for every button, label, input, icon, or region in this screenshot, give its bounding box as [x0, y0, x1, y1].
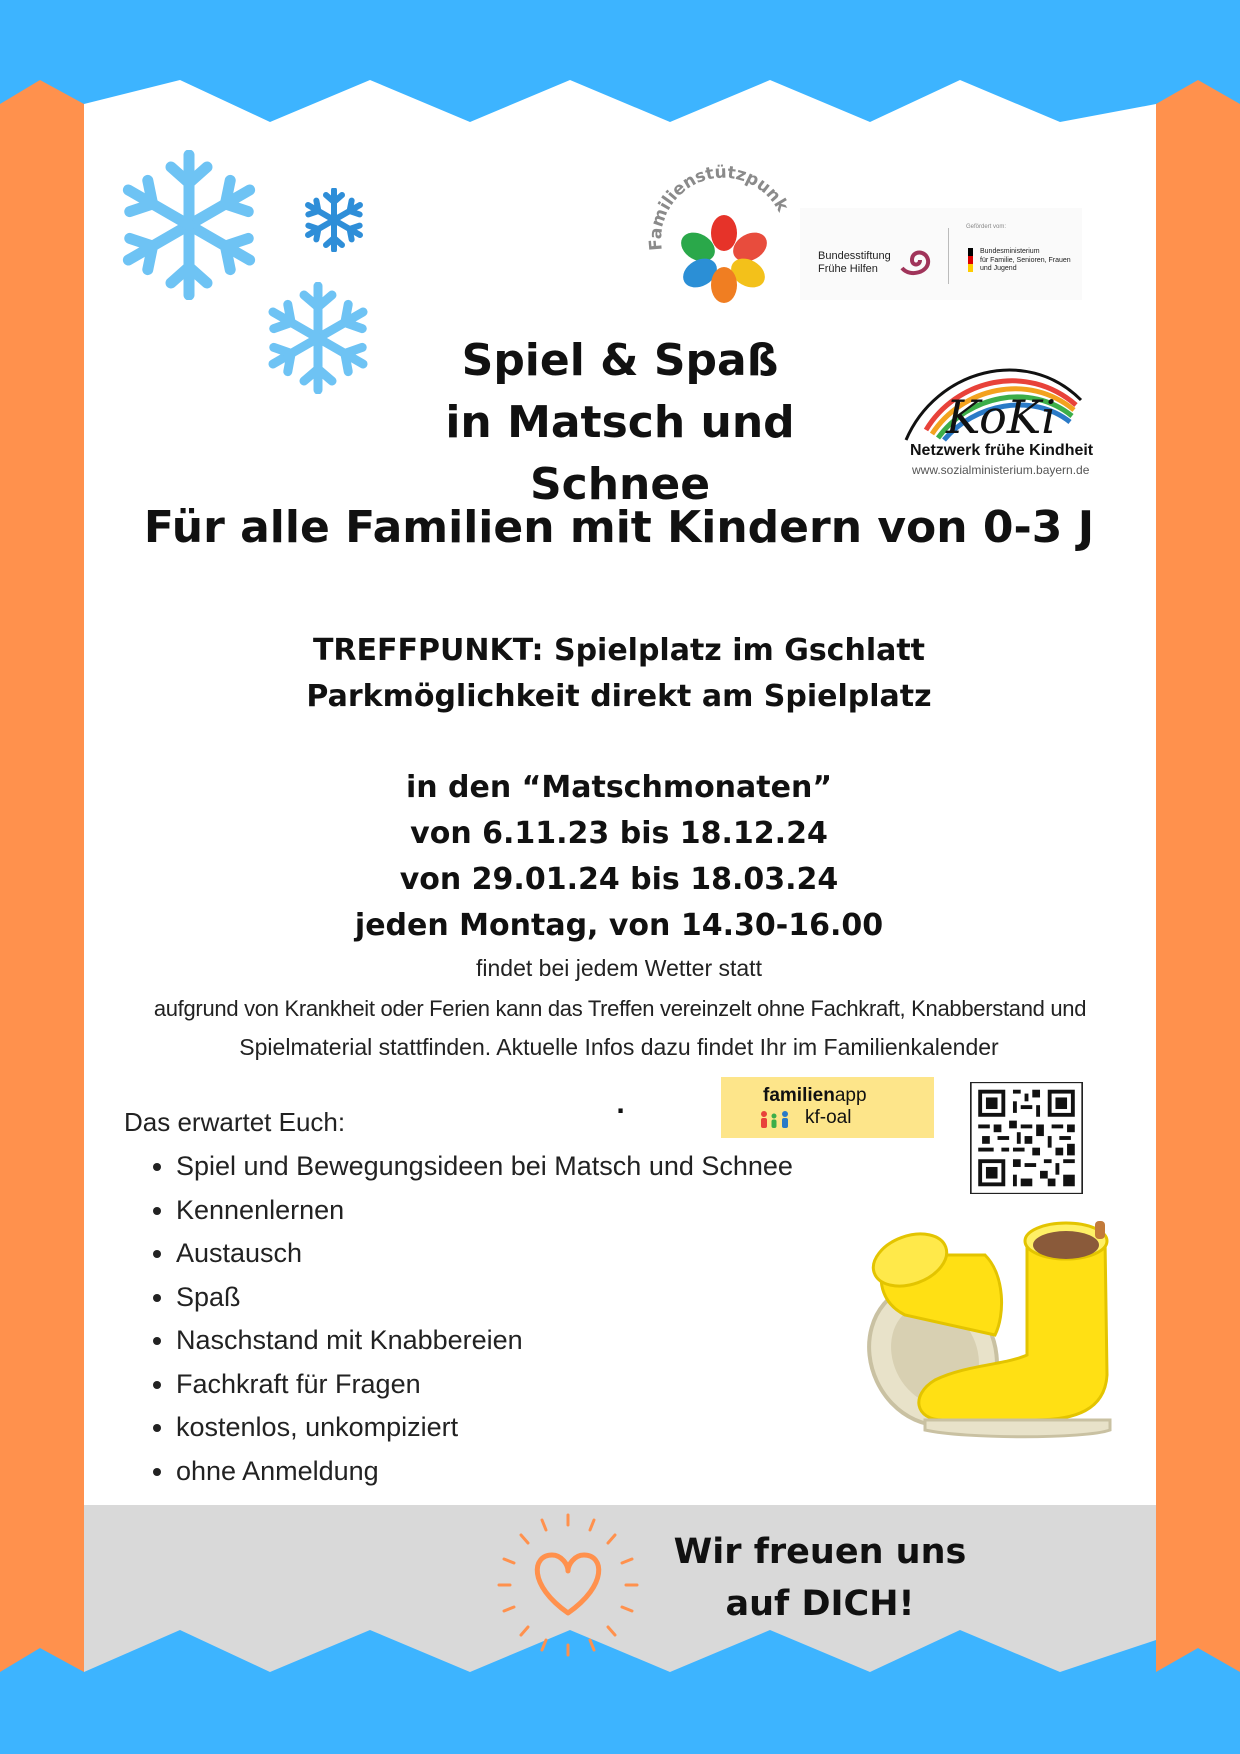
- app-word: app: [834, 1085, 867, 1106]
- family-icon: [759, 1109, 793, 1129]
- koki-tagline: Netzwerk frühe Kindheit: [910, 442, 1094, 459]
- footer-line: auf DICH!: [725, 1584, 915, 1624]
- koki-name: KoKi: [946, 390, 1056, 444]
- notice-line: Spielmaterial stattfinden. Aktuelle Infos dazu findet Ihr im Familienkalender: [239, 1034, 999, 1060]
- list-item: • Fachkraft für Fragen: [176, 1363, 856, 1407]
- app-sub: kf-oal: [805, 1107, 852, 1128]
- koki-url: www.sozialministerium.bayern.de: [912, 463, 1090, 477]
- dot: .: [616, 1091, 626, 1119]
- expect-list: [140, 1145, 856, 1493]
- ministerium-label: und Jugend: [980, 265, 1017, 272]
- period: von 29.01.24 bis 18.03.24: [399, 862, 839, 897]
- footer-line: Wir freuen uns: [673, 1532, 967, 1572]
- ministerium-label: für Familie, Senioren, Frauen: [980, 256, 1071, 264]
- page-title: [360, 330, 880, 516]
- qr-code-icon[interactable]: [970, 1082, 1083, 1194]
- list-item: • Spiel und Bewegungsideen bei Matsch und Schnee: [176, 1145, 856, 1189]
- notice-line: aufgrund von Krankheit oder Ferien kann das Treffen vereinzelt ohne Fachkraft, Knabberstand und: [153, 996, 1087, 1021]
- familienstuetzpunkt-logo: [640, 155, 805, 315]
- snowflake-icon: [104, 150, 274, 300]
- title-line: in Matsch und Schnee: [445, 397, 795, 510]
- bundesstiftung-label: Bundesstiftung: [818, 250, 891, 262]
- footer-message: [650, 1526, 990, 1630]
- months-label: in den “Matschmonaten”: [405, 770, 833, 805]
- period: von 6.11.23 bis 18.12.24: [410, 816, 828, 851]
- koki-logo: [896, 350, 1116, 482]
- right-orange-border: [1156, 80, 1240, 1672]
- heart-icon: [488, 1505, 648, 1665]
- flag-icon: [968, 248, 973, 272]
- meeting-time: jeden Montag, von 14.30-16.00: [354, 908, 884, 943]
- list-item: • Spaß: [176, 1276, 856, 1320]
- svg-text:Familienstützpunkt: Familienstützpunk: [645, 162, 793, 252]
- ministerium-label: Bundesministerium: [980, 248, 1040, 255]
- expect-heading: Das erwartet Euch:: [124, 1107, 346, 1137]
- bundesstiftung-label: Frühe Hilfen: [818, 263, 878, 275]
- parking-info: Parkmöglichkeit direkt am Spielplatz: [306, 679, 932, 714]
- list-item: • Kennenlernen: [176, 1189, 856, 1233]
- list-item: • ohne Anmeldung: [176, 1450, 856, 1494]
- audience-heading: Für alle Familien mit Kindern von 0-3 J: [143, 502, 1095, 553]
- rain-boots-icon: [855, 1215, 1115, 1440]
- funding-logos: [800, 208, 1082, 300]
- app-word: familien: [763, 1085, 835, 1106]
- treffpunkt: TREFFPUNKT: Spielplatz im Gschlatt: [312, 633, 926, 668]
- list-item: • kostenlos, unkompiziert: [176, 1406, 856, 1450]
- snowflake-icon: [298, 188, 370, 252]
- list-item: • Austausch: [176, 1232, 856, 1276]
- left-orange-border: [0, 80, 84, 1672]
- familienapp-badge[interactable]: [721, 1077, 934, 1138]
- gefoerdert-label: Gefördert vom:: [966, 224, 1007, 230]
- list-item: • Naschstand mit Knabbereien: [176, 1319, 856, 1363]
- bundesstiftung-icon: [900, 248, 932, 276]
- weather-note: findet bei jedem Wetter statt: [476, 955, 762, 981]
- title-line: Spiel & Spaß: [461, 335, 779, 386]
